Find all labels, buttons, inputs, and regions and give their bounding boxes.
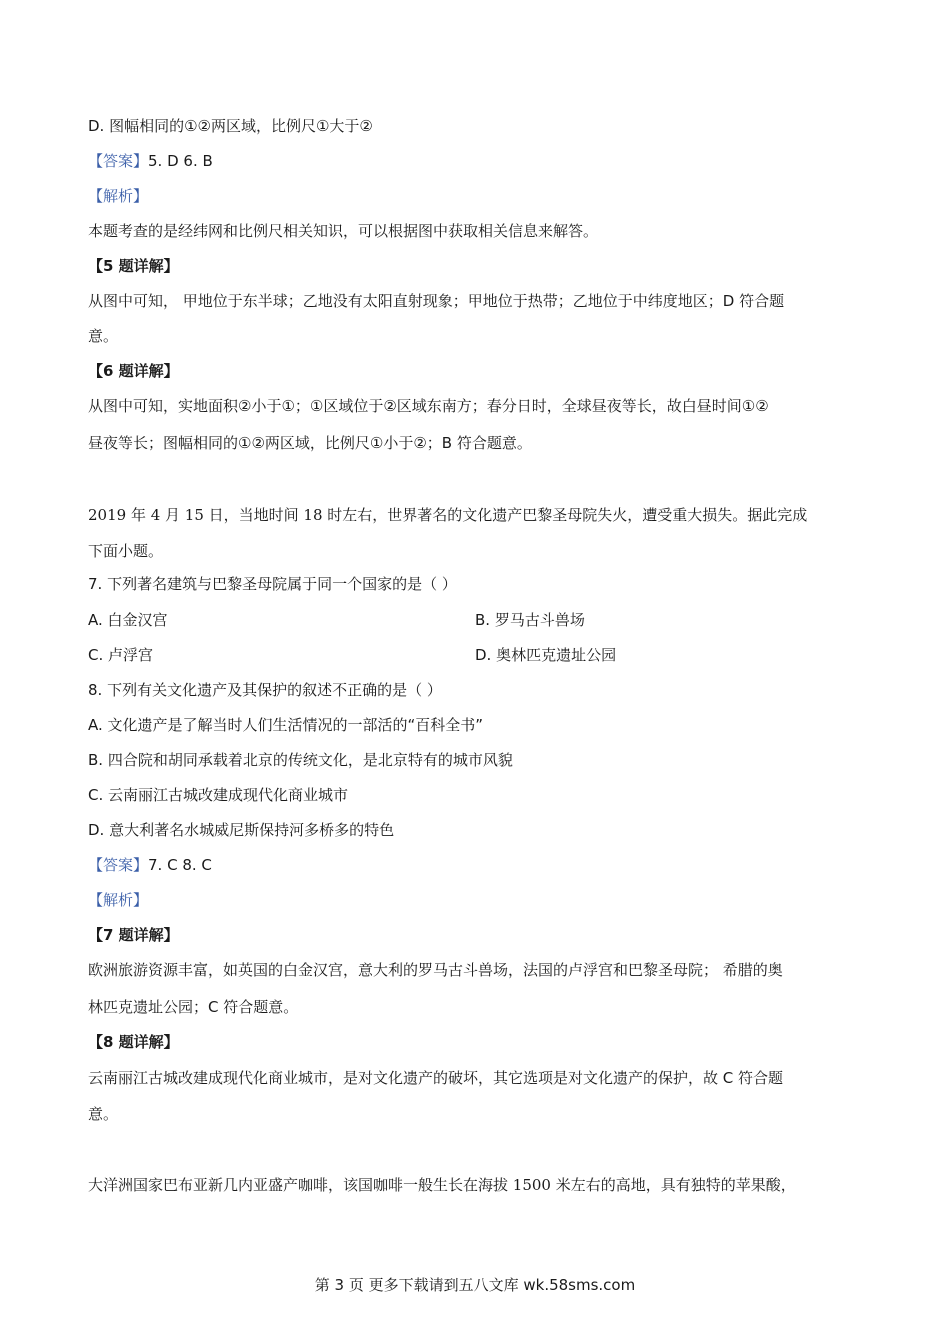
q8-detail-heading: 【8 题详解】	[88, 1033, 179, 1051]
q7-detail-heading: 【7 题详解】	[88, 926, 179, 944]
analysis-text: 本题考查的是经纬网和比例尺相关知识，可以根据图中获取相关信息来解答。	[88, 222, 599, 240]
q8-option-d: D. 意大利著名水城威尼斯保持河多桥多的特色	[88, 821, 395, 839]
q7-option-c: C. 卢浮宫	[88, 646, 154, 664]
q5-detail-heading: 【5 题详解】	[88, 257, 179, 275]
q8-detail-text-2: 意。	[88, 1105, 119, 1123]
q5-detail-text-2: 意。	[88, 327, 119, 345]
q6-detail-text-2: 昼夜等长；图幅相同的①②两区域，比例尺①小于②；B 符合题意。	[88, 434, 532, 452]
q7-detail-text-1: 欧洲旅游资源丰富，如英国的白金汉宫，意大利的罗马古斗兽场，法国的卢浮宫和巴黎圣母院； 希腊的奥	[88, 961, 783, 979]
passage-text-1: 2019 年 4 月 15 日，当地时间 18 时左右，世界著名的文化遗产巴黎圣母院失火，遭受重大损失。据此完成	[88, 506, 808, 524]
analysis-label: 【解析】	[88, 187, 149, 205]
answer-label: 【答案】	[88, 856, 149, 874]
q6-detail-heading: 【6 题详解】	[88, 362, 179, 380]
q7-detail-text-2: 林匹克遗址公园；C 符合题意。	[88, 998, 299, 1016]
question-8: 8. 下列有关文化遗产及其保护的叙述不正确的是（ ）	[88, 681, 442, 699]
answer-label: 【答案】	[88, 152, 149, 170]
q7-option-a: A. 白金汉宫	[88, 611, 168, 629]
q8-option-a: A. 文化遗产是了解当时人们生活情况的一部活的“百科全书”	[88, 716, 484, 734]
answer-text: 7. C 8. C	[148, 856, 212, 874]
q6-detail-text-1: 从图中可知，实地面积②小于①；①区域位于②区域东南方；春分日时，全球昼夜等长，故白昼时间①②	[88, 397, 769, 415]
answer-text: 5. D 6. B	[148, 152, 213, 170]
answer-row-7-8	[88, 855, 212, 875]
passage-coffee: 大洋洲国家巴布亚新几内亚盛产咖啡，该国咖啡一般生长在海拔 1500 米左右的高地，具有独特的苹果酸，	[88, 1176, 796, 1194]
q7-option-d: D. 奥林匹克遗址公园	[475, 646, 617, 664]
page-footer: 第 3 页 更多下载请到五八文库 wk.58sms.com	[314, 1276, 636, 1294]
analysis-label: 【解析】	[88, 891, 149, 909]
question-7: 7. 下列著名建筑与巴黎圣母院属于同一个国家的是（ ）	[88, 575, 457, 593]
q8-option-b: B. 四合院和胡同承载着北京的传统文化，是北京特有的城市风貌	[88, 751, 513, 769]
q8-option-c: C. 云南丽江古城改建成现代化商业城市	[88, 786, 349, 804]
answer-row-5-6	[88, 151, 213, 171]
q5-detail-text-1: 从图中可知， 甲地位于东半球；乙地没有太阳直射现象；甲地位于热带；乙地位于中纬度地区；D 符合题	[88, 292, 785, 310]
option-d-q6: D. 图幅相同的①②两区域，比例尺①大于②	[88, 117, 373, 135]
q8-detail-text-1: 云南丽江古城改建成现代化商业城市，是对文化遗产的破坏，其它选项是对文化遗产的保护，故 C 符合题	[88, 1069, 784, 1087]
q7-option-b: B. 罗马古斗兽场	[475, 611, 585, 629]
passage-text-2: 下面小题。	[88, 542, 164, 560]
